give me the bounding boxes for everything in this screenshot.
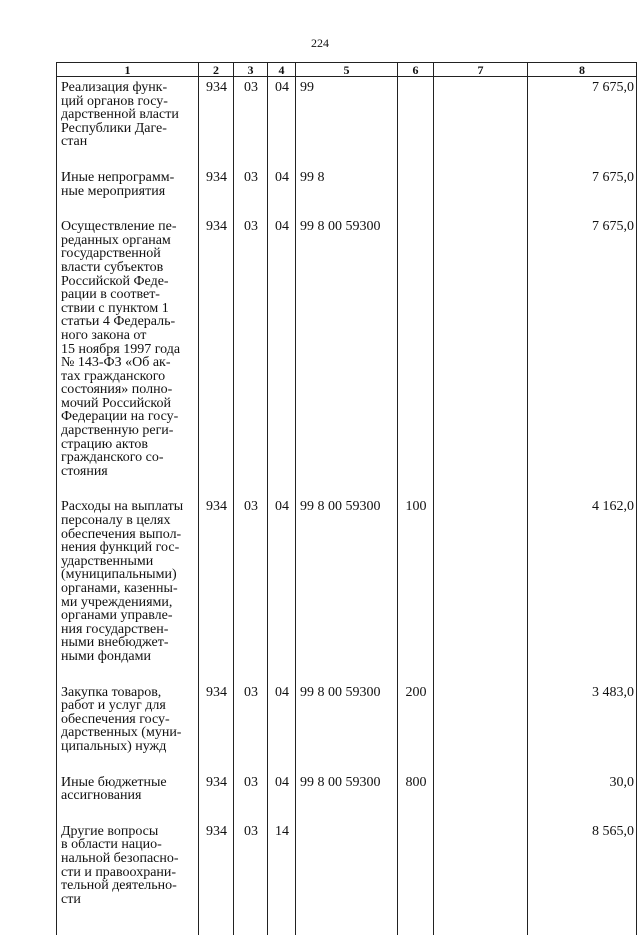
spacer-cell xyxy=(268,664,296,682)
row-name-cell xyxy=(57,821,199,907)
spacer-cell xyxy=(57,664,199,682)
spacer-cell xyxy=(57,198,199,216)
expense-type-cell: 200 xyxy=(398,682,434,754)
spacer-cell xyxy=(199,664,234,682)
spacer-cell xyxy=(528,478,637,496)
spacer-cell xyxy=(398,664,434,682)
row-name-line: государственной xyxy=(61,247,196,261)
section-code-cell: 03 xyxy=(234,821,268,907)
spacer-cell xyxy=(234,803,268,821)
row-spacer xyxy=(57,803,637,821)
row-name-line: нения функций гос- xyxy=(61,541,196,555)
spacer-cell xyxy=(434,478,528,496)
row-name-line: ций органов госу- xyxy=(61,95,196,109)
spacer-cell xyxy=(234,149,268,167)
table-body xyxy=(57,77,637,935)
spacer-cell xyxy=(234,664,268,682)
row-name-line: стан xyxy=(61,135,196,149)
header-col-4: 4 xyxy=(268,63,296,77)
spacer-cell xyxy=(296,664,398,682)
subsection-code-cell: 04 xyxy=(268,216,296,478)
row-name-line: ассигнования xyxy=(61,789,196,803)
header-col-8: 8 xyxy=(528,63,637,77)
spacer-cell xyxy=(434,906,528,935)
row-name-line: (муниципальными) xyxy=(61,568,196,582)
row-name-line: сти и правоохрани- xyxy=(61,866,196,880)
row-name-line: Другие вопросы xyxy=(61,825,196,839)
target-article-cell: 99 8 00 59300 xyxy=(296,496,398,663)
row-name-line: № 143-ФЗ «Об ак- xyxy=(61,356,196,370)
spacer-cell xyxy=(398,149,434,167)
row-name-line: Расходы на выплаты xyxy=(61,500,196,514)
spacer-cell xyxy=(268,149,296,167)
row-name-line: дарственную реги- xyxy=(61,424,196,438)
spacer-cell xyxy=(268,803,296,821)
ministry-code-cell: 934 xyxy=(199,821,234,907)
ministry-code-cell: 934 xyxy=(199,682,234,754)
amount-cell: 7 675,0 xyxy=(528,77,637,149)
table-row xyxy=(57,682,637,754)
spacer-cell xyxy=(528,906,637,935)
row-name-line: работ и услуг для xyxy=(61,699,196,713)
ministry-code-cell: 934 xyxy=(199,496,234,663)
row-name-line: Республики Даге- xyxy=(61,122,196,136)
row-name-line: Иные непрограмм- xyxy=(61,171,196,185)
row-name-line: реданных органам xyxy=(61,234,196,248)
target-article-cell: 99 8 xyxy=(296,167,398,198)
row-name-line: ствии с пунктом 1 xyxy=(61,302,196,316)
spacer-cell xyxy=(234,198,268,216)
empty-cell xyxy=(434,167,528,198)
empty-cell xyxy=(434,77,528,149)
spacer-cell xyxy=(296,803,398,821)
ministry-code-cell: 934 xyxy=(199,216,234,478)
table-row xyxy=(57,821,637,907)
subsection-code-cell: 04 xyxy=(268,772,296,803)
row-name-line: ными фондами xyxy=(61,650,196,664)
spacer-cell xyxy=(398,754,434,772)
row-name-line: Российской Феде- xyxy=(61,275,196,289)
section-code-cell: 03 xyxy=(234,167,268,198)
row-name-cell xyxy=(57,496,199,663)
spacer-cell xyxy=(528,803,637,821)
spacer-cell xyxy=(234,478,268,496)
row-name-line: ми учреждениями, xyxy=(61,596,196,610)
row-name-line: Иные бюджетные xyxy=(61,776,196,790)
header-col-2: 2 xyxy=(199,63,234,77)
subsection-code-cell: 04 xyxy=(268,77,296,149)
subsection-code-cell: 04 xyxy=(268,167,296,198)
amount-cell: 30,0 xyxy=(528,772,637,803)
spacer-cell xyxy=(398,198,434,216)
header-col-7: 7 xyxy=(434,63,528,77)
row-name-line: органами, казенны- xyxy=(61,582,196,596)
page-number: 224 xyxy=(0,36,640,51)
spacer-cell xyxy=(199,478,234,496)
spacer-cell xyxy=(268,478,296,496)
spacer-cell xyxy=(268,906,296,935)
spacer-cell xyxy=(268,754,296,772)
empty-cell xyxy=(434,496,528,663)
row-name-line: дарственных (муни- xyxy=(61,726,196,740)
row-name-line: нальной безопасно- xyxy=(61,852,196,866)
budget-table xyxy=(56,62,637,935)
target-article-cell: 99 8 00 59300 xyxy=(296,216,398,478)
row-name-line: власти субъектов xyxy=(61,261,196,275)
spacer-cell xyxy=(296,906,398,935)
spacer-cell xyxy=(528,664,637,682)
empty-cell xyxy=(434,772,528,803)
expense-type-cell xyxy=(398,216,434,478)
spacer-cell xyxy=(199,754,234,772)
amount-cell: 7 675,0 xyxy=(528,216,637,478)
row-name-line: в области нацио- xyxy=(61,838,196,852)
expense-type-cell: 800 xyxy=(398,772,434,803)
row-name-line: ципальных) нужд xyxy=(61,740,196,754)
spacer-cell xyxy=(434,754,528,772)
table-row xyxy=(57,216,637,478)
spacer-cell xyxy=(199,149,234,167)
row-spacer xyxy=(57,149,637,167)
header-col-6: 6 xyxy=(398,63,434,77)
row-name-line: тах гражданского xyxy=(61,370,196,384)
table-row xyxy=(57,77,637,149)
expense-type-cell: 100 xyxy=(398,496,434,663)
subsection-code-cell: 04 xyxy=(268,496,296,663)
row-spacer xyxy=(57,198,637,216)
empty-cell xyxy=(434,821,528,907)
row-name-line: Реализация функ- xyxy=(61,81,196,95)
row-name-line: гражданского со- xyxy=(61,451,196,465)
amount-cell: 7 675,0 xyxy=(528,167,637,198)
amount-cell: 8 565,0 xyxy=(528,821,637,907)
row-name-line: ные мероприятия xyxy=(61,185,196,199)
spacer-cell xyxy=(234,906,268,935)
spacer-cell xyxy=(434,803,528,821)
spacer-cell xyxy=(296,149,398,167)
spacer-cell xyxy=(57,149,199,167)
empty-cell xyxy=(434,682,528,754)
header-col-5: 5 xyxy=(296,63,398,77)
expense-type-cell xyxy=(398,821,434,907)
spacer-cell xyxy=(434,198,528,216)
spacer-cell xyxy=(296,754,398,772)
row-name-line: обеспечения госу- xyxy=(61,713,196,727)
ministry-code-cell: 934 xyxy=(199,167,234,198)
spacer-cell xyxy=(528,198,637,216)
spacer-cell xyxy=(434,664,528,682)
row-name-line: Федерации на госу- xyxy=(61,410,196,424)
section-code-cell: 03 xyxy=(234,772,268,803)
spacer-cell xyxy=(528,149,637,167)
row-spacer xyxy=(57,664,637,682)
spacer-cell xyxy=(434,149,528,167)
row-name-line: обеспечения выпол- xyxy=(61,528,196,542)
row-name-line: страцию актов xyxy=(61,438,196,452)
spacer-cell xyxy=(199,803,234,821)
spacer-cell xyxy=(398,803,434,821)
ministry-code-cell: 934 xyxy=(199,772,234,803)
row-name-line: тельной деятельно- xyxy=(61,879,196,893)
table-row xyxy=(57,167,637,198)
expense-type-cell xyxy=(398,77,434,149)
spacer-cell xyxy=(528,754,637,772)
spacer-cell xyxy=(268,198,296,216)
target-article-cell: 99 8 00 59300 xyxy=(296,772,398,803)
row-spacer xyxy=(57,906,637,935)
section-code-cell: 03 xyxy=(234,216,268,478)
row-name-cell xyxy=(57,216,199,478)
row-name-line: ния государствен- xyxy=(61,623,196,637)
subsection-code-cell: 04 xyxy=(268,682,296,754)
target-article-cell: 99 8 00 59300 xyxy=(296,682,398,754)
row-name-line: статьи 4 Федераль- xyxy=(61,315,196,329)
row-name-line: ного закона от xyxy=(61,329,196,343)
spacer-cell xyxy=(199,906,234,935)
section-code-cell: 03 xyxy=(234,682,268,754)
row-spacer xyxy=(57,478,637,496)
subsection-code-cell: 14 xyxy=(268,821,296,907)
empty-cell xyxy=(434,216,528,478)
row-name-cell xyxy=(57,167,199,198)
row-name-line: сти xyxy=(61,893,196,907)
table-row xyxy=(57,772,637,803)
amount-cell: 3 483,0 xyxy=(528,682,637,754)
spacer-cell xyxy=(57,906,199,935)
section-code-cell: 03 xyxy=(234,496,268,663)
row-name-line: дарственной власти xyxy=(61,108,196,122)
row-name-line: органами управле- xyxy=(61,609,196,623)
row-name-line: мочий Российской xyxy=(61,397,196,411)
spacer-cell xyxy=(296,198,398,216)
row-name-cell xyxy=(57,77,199,149)
table-row xyxy=(57,496,637,663)
spacer-cell xyxy=(296,478,398,496)
row-name-line: Закупка товаров, xyxy=(61,686,196,700)
row-name-line: ударственными xyxy=(61,555,196,569)
row-name-line: 15 ноября 1997 года xyxy=(61,343,196,357)
row-name-line: ными внебюджет- xyxy=(61,636,196,650)
spacer-cell xyxy=(398,906,434,935)
table-header-row xyxy=(57,63,637,77)
target-article-cell: 99 xyxy=(296,77,398,149)
spacer-cell xyxy=(234,754,268,772)
spacer-cell xyxy=(199,198,234,216)
row-name-cell xyxy=(57,682,199,754)
spacer-cell xyxy=(57,478,199,496)
row-name-line: рации в соответ- xyxy=(61,288,196,302)
row-spacer xyxy=(57,754,637,772)
row-name-cell xyxy=(57,772,199,803)
amount-cell: 4 162,0 xyxy=(528,496,637,663)
spacer-cell xyxy=(398,478,434,496)
ministry-code-cell: 934 xyxy=(199,77,234,149)
row-name-line: состояния» полно- xyxy=(61,383,196,397)
header-col-3: 3 xyxy=(234,63,268,77)
section-code-cell: 03 xyxy=(234,77,268,149)
row-name-line: персоналу в целях xyxy=(61,514,196,528)
row-name-line: стояния xyxy=(61,465,196,479)
target-article-cell xyxy=(296,821,398,907)
expense-type-cell xyxy=(398,167,434,198)
row-name-line: Осуществление пе- xyxy=(61,220,196,234)
spacer-cell xyxy=(57,754,199,772)
header-col-1: 1 xyxy=(57,63,199,77)
spacer-cell xyxy=(57,803,199,821)
